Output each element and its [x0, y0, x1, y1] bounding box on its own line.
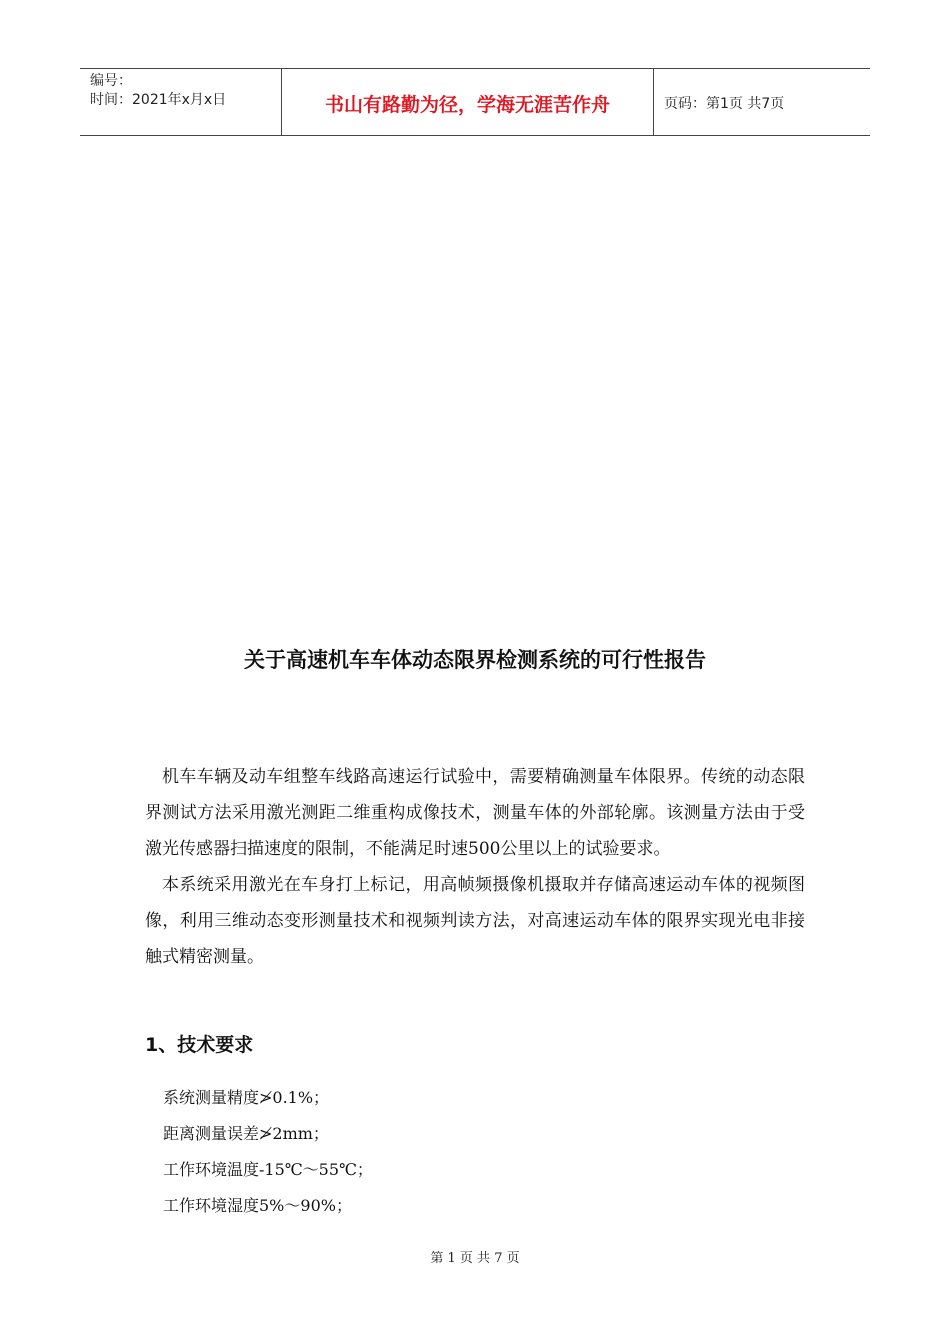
- list-item: 工作环境湿度5%～90%；: [163, 1196, 352, 1215]
- page-footer: 第 1 页 共 7 页: [430, 1251, 520, 1266]
- date-line: 时间：2021年x月x日: [90, 92, 227, 108]
- requirements-list: [163, 1080, 373, 1224]
- number-label: 编号：: [90, 73, 132, 89]
- page-info: 页码：第1页 共7页: [664, 96, 785, 112]
- list-item: 系统测量精度≯0.1%；: [163, 1088, 330, 1107]
- body-text: [145, 759, 805, 975]
- document-header: [80, 68, 870, 136]
- header-meta-cell: [80, 69, 282, 135]
- section-heading: 1、技术要求: [145, 1034, 254, 1056]
- header-motto-cell: [282, 69, 654, 135]
- motto-text: 书山有路勤为径，学海无涯苦作舟: [324, 93, 610, 116]
- document-title: 关于高速机车车体动态限界检测系统的可行性报告: [244, 648, 706, 672]
- list-item: 工作环境温度-15℃～55℃；: [163, 1160, 373, 1179]
- paragraph: 本系统采用激光在车身打上标记，用高帧频摄像机摄取并存储高速运动车体的视频图像，利用三维动态变形测量技术和视频判读方法，对高速运动车体的限界实现光电非接触式精密测量。: [145, 875, 805, 967]
- paragraph: 机车车辆及动车组整车线路高速运行试验中，需要精确测量车体限界。传统的动态限界测试方法采用激光测距二维重构成像技术，测量车体的外部轮廓。该测量方法由于受激光传感器扫描速度的限制，不能满足时速500公里以上的试验要求。: [145, 767, 805, 859]
- list-item: 距离测量误差≯2mm；: [163, 1124, 329, 1143]
- header-page-cell: [654, 69, 870, 135]
